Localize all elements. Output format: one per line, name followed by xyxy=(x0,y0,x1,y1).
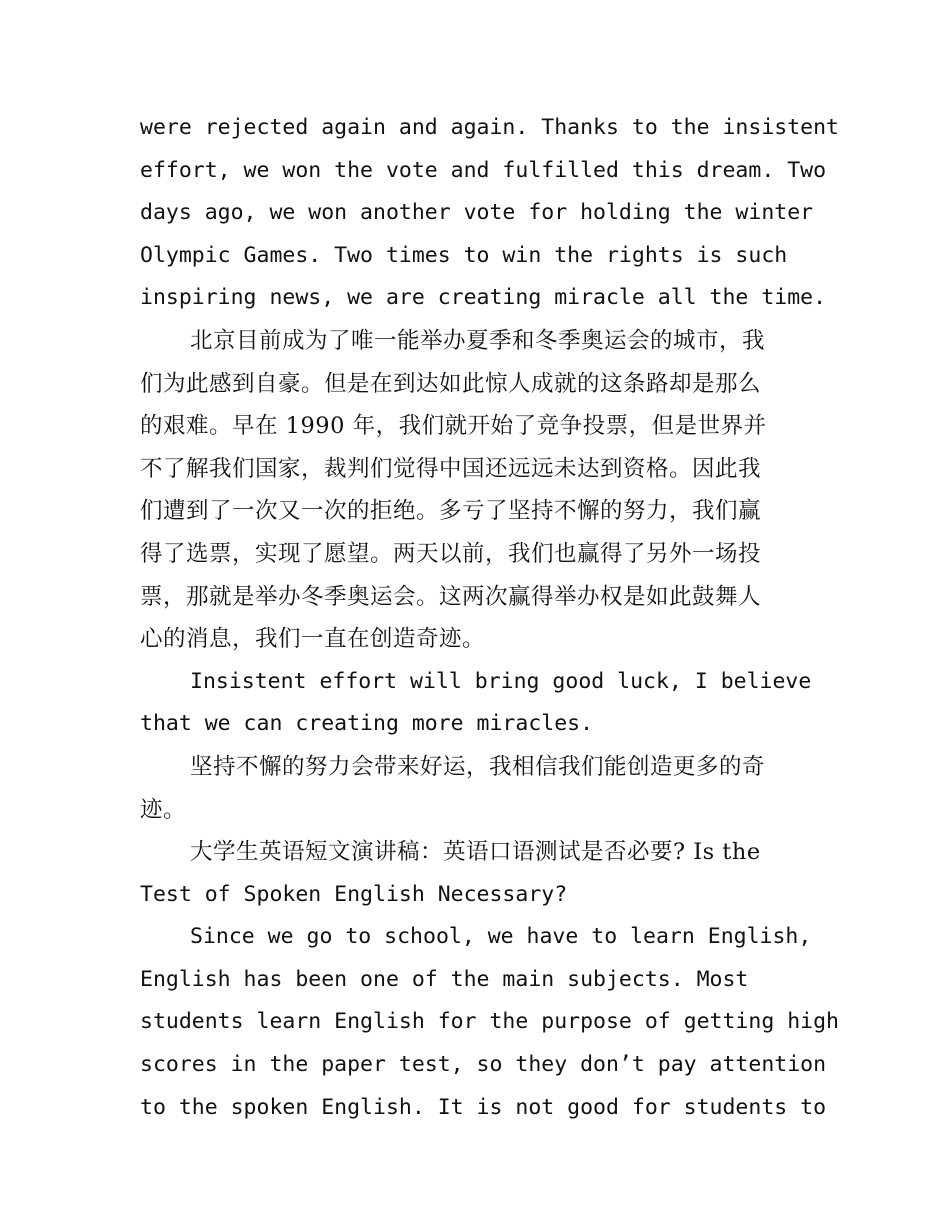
text-line: 迹。 xyxy=(140,796,187,823)
paragraph-chinese-2 xyxy=(140,746,812,831)
text-line: Insistent effort will bring good luck, I believe xyxy=(190,668,812,694)
paragraph-english-1 xyxy=(140,107,839,320)
text-line: 票，那就是举办冬季奥运会。这两次赢得举办权是如此鼓舞人 xyxy=(140,583,762,610)
text-line: days ago, we won another vote for holding the winter xyxy=(140,200,814,226)
text-line: English has been one of the main subjects. Most xyxy=(140,966,749,992)
text-line: to the spoken English. It is not good for students to xyxy=(140,1094,827,1120)
text-line: 们遭到了一次又一次的拒绝。多亏了坚持不懈的努力，我们赢 xyxy=(140,498,762,525)
section-title: Test of Spoken English Necessary? xyxy=(140,881,568,907)
text-line: effort, we won the vote and fulfilled this dream. Two xyxy=(140,157,827,183)
text-line: 坚持不懈的努力会带来好运，我相信我们能创造更多的奇 xyxy=(190,753,766,780)
text-line: scores in the paper test, so they don’t pay attention xyxy=(140,1052,827,1078)
text-line: 们为此感到自豪。但是在到达如此惊人成就的这条路却是那么 xyxy=(140,370,762,397)
text-line: that we can creating more miracles. xyxy=(140,711,594,737)
text-line: 北京目前成为了唯一能举办夏季和冬季奥运会的城市，我 xyxy=(190,327,766,354)
paragraph-section-heading xyxy=(140,831,812,916)
text-line: were rejected again and again. Thanks to the insistent xyxy=(140,115,839,140)
section-title: 大学生英语短文演讲稿：英语口语测试是否必要? Is the xyxy=(190,839,761,866)
text-line: 心的消息，我们一直在创造奇迹。 xyxy=(140,626,486,653)
paragraph-english-3 xyxy=(140,916,839,1129)
text-line: 得了选票，实现了愿望。两天以前，我们也赢得了另外一场投 xyxy=(140,540,762,567)
text-line: Olympic Games. Two times to win the rights is such xyxy=(140,242,788,268)
text-line: Since we go to school, we have to learn English, xyxy=(190,924,812,950)
text-line: students learn English for the purpose of getting high xyxy=(140,1009,839,1035)
text-line: 不了解我们国家，裁判们觉得中国还远远未达到资格。因此我 xyxy=(140,455,762,482)
paragraph-chinese-1 xyxy=(140,320,812,661)
document-body xyxy=(140,107,839,1129)
text-line: inspiring news, we are creating miracle all the time. xyxy=(140,285,827,311)
paragraph-english-2 xyxy=(140,661,812,746)
text-line: 的艰难。早在 1990 年，我们就开始了竞争投票，但是世界并 xyxy=(140,413,767,440)
